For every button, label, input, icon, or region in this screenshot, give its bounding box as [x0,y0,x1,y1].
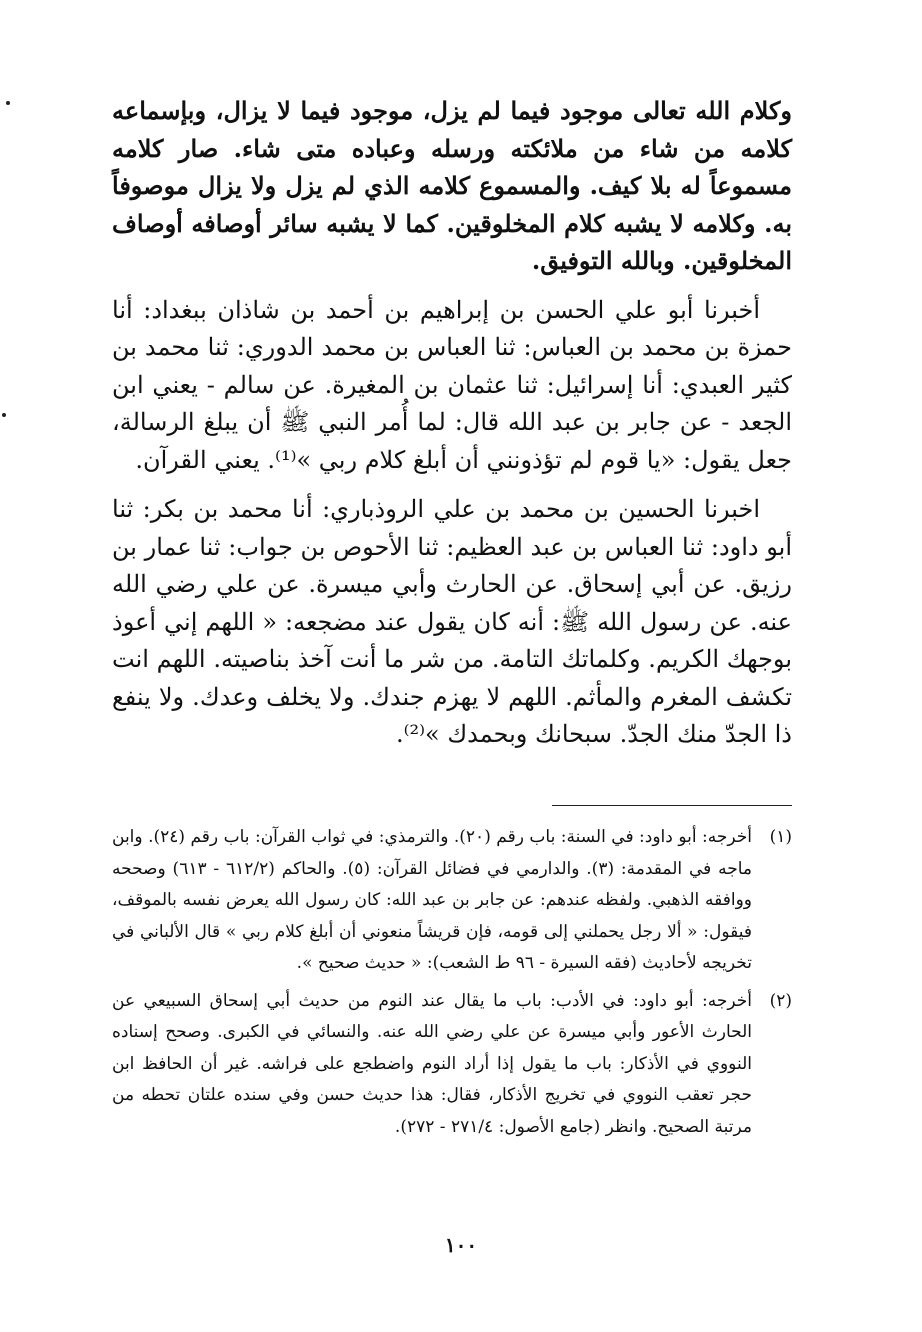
footnote-text: أخرجه: أبو داود: في السنة: باب رقم (٢٠). والترمذي: في ثواب القرآن: باب رقم (٢٤). وابن ماجه في المقدمة: (٣). والدارمي في فضائل القرآن: (٥). والحاكم (٦١٢/٢ - ٦١٣) وصححه ووافقه الذهبي. ولفظه عندهم: عن جابر بن عبد الله: كان رسول الله يعرض نفسه بالموقف، فيقول: « ألا رجل يحملني إلى قومه، فإن قريشاً منعوني أن أبلغ كلام ربي » قال الألباني في تخريجه لأحاديث (فقه السيرة - ٩٦ ط الشعب): « حديث صحيح ». [112,827,753,973]
footnote [112,986,792,1144]
footnotes [112,822,792,1149]
footnote-number: (١) [769,827,792,847]
footnote [112,822,792,980]
paragraph: وكلام الله تعالى موجود فيما لم يزل، موجود فيما لا يزال، وبإسماعه كلامه من شاء من ملائكته ورسله وعباده متى شاء. صار كلامه مسموعاً له بلا كيف. والمسموع كلامه الذي لم يزل ولا يزال موصوفاً به. وكلامه لا يشبه كلام المخلوقين. كما لا يشبه سائر أوصافه أوصاف المخلوقين. وبالله التوفيق. [112,96,793,275]
paragraph: اخبرنا الحسين بن محمد بن علي الروذباري: أنا محمد بن بكر: ثنا أبو داود: ثنا العباس بن عبد العظيم: ثنا الأحوص بن جواب: ثنا عمار بن رزيق. عن أبي إسحاق. عن الحارث وأبي ميسرة. عن علي رضي الله عنه. عن رسول الله ﷺ: أنه كان يقول عند مضجعه: « اللهم إني أعوذ بوجهك الكريم. وكلماتك التامة. من شر ما أنت آخذ بناصيته. اللهم انت تكشف المغرم والمأثم. اللهم لا يهزم جندك. ولا يخلف وعدك. ولا ينفع ذا الجدّ منك الجدّ. سبحانك وبحمدك »⁽²⁾. [112,495,792,748]
scan-speck [2,413,6,417]
footnote-number: (٢) [769,990,792,1011]
scan-speck [6,101,10,105]
footnote-separator [552,805,792,806]
footnote-text: أخرجه: أبو داود: في الأدب: باب ما يقال عند النوم من حديث أبي إسحاق السبيعي عن الحارث الأعور وأبي ميسرة عن علي رضي الله عنه. والنسائي في الكبرى. وصحح إسناده النووي في الأذكار: باب ما يقول إذا أراد النوم واضطجع على فراشه. غير أن الحافظ ابن حجر تعقب النووي في تخريج الأذكار، فقال: هذا حديث حسن وفي سنده علتان تحطه من مرتبة الصحيح. وانظر (جامع الأصول: ٢٧١/٤ - ٢٧٢). [112,990,752,1137]
main-text [112,92,792,766]
paragraph: أخبرنا أبو علي الحسن بن إبراهيم بن أحمد بن شاذان ببغداد: أنا حمزة بن محمد بن العباس: ثنا العباس بن محمد الدوري: ثنا محمد بن كثير العبدي: أنا إسرائيل: ثنا عثمان بن المغيرة. عن سالم - يعني ابن الجعد - عن جابر بن عبد الله قال: لما أُمر النبي ﷺ أن يبلغ الرسالة، جعل يقول: «يا قوم لم تؤذونني أن أبلغ كلام ربي »⁽¹⁾. يعني القرآن. [112,295,792,474]
page-number: ١٠٠ [444,1233,478,1257]
